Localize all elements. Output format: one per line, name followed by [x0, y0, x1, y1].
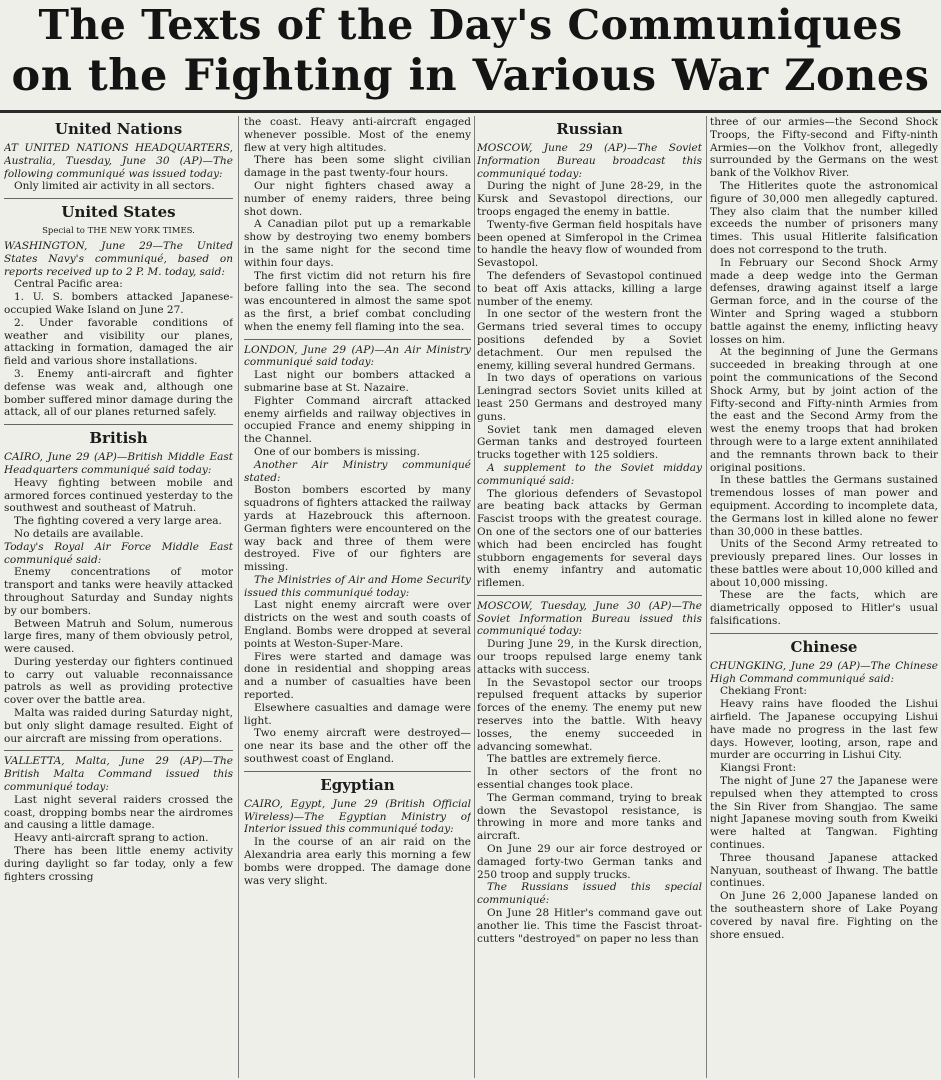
paragraph: 1. U. S. bombers attacked Japanese-occupied Wake Island on June 27. — [4, 291, 233, 316]
paragraph: During the night of June 28-29, in the Kursk and Sevastopol directions, our troops engaged the enemy in battle. — [477, 180, 702, 218]
paragraph: 3. Enemy anti-aircraft and fighter defense was weak and, although one bomber suffered minor damage during the attack, all of our planes returned safely. — [4, 367, 233, 419]
paragraph: No details are available. — [14, 527, 144, 540]
section-rule — [4, 198, 233, 199]
dateline: VALLETTA, Malta, June 29 (AP)—The British Malta Command issued this communiqué today: — [4, 755, 233, 794]
dateline: CAIRO, Egypt, June 29 (British Official Wireless)—The Egyptian Ministry of Interior issued this communiqué today: — [244, 797, 471, 836]
dateline: A supplement to the Soviet midday communiqué said: — [477, 461, 702, 487]
section-title-chinese: Chinese — [790, 637, 858, 656]
paragraph: At the beginning of June the Germans succeeded in breaking through at one point the communications of the Second Shock Army, but by joint action of the Fifty-second and Fifty-ninth Armies from the east and the Second Army from the west the enemy troops that had broken through were to a large extent annihilated and the remnants thrown back to their original positions. — [710, 346, 938, 474]
dateline: CHUNGKING, June 29 (AP)—The Chinese High Command communiqué said: — [710, 659, 938, 685]
paragraph: In the Sevastopol sector our troops repulsed frequent attacks by superior forces of the enemy. The enemy put new reserves into the battle. With heavy losses, the enemy succeeded in advancing somewhat. — [477, 676, 702, 753]
section-title-russian: Russian — [556, 120, 623, 138]
dateline: Today's Royal Air Force Middle East communiqué said: — [4, 540, 233, 566]
dateline: WASHINGTON, June 29—The United States Navy's communiqué, based on reports received up to 2 P. M. today, said: — [4, 239, 233, 278]
paragraph: Soviet tank men damaged eleven German tanks and destroyed fourteen trucks together with 125 soldiers. — [477, 423, 702, 462]
paragraph: 2. Under favorable conditions of weather and visibility our planes, attacking in formation, damaged the air field and various shore installations. — [4, 316, 233, 368]
paragraph: The first victim did not return his fire before falling into the sea. The second was encountered in almost the same spot as the first, a brief combat concluding when the enemy fell flaming into the sea. — [244, 269, 471, 333]
paragraph: The fighting covered a very large area. — [14, 515, 222, 528]
section-title-british: British — [89, 429, 148, 448]
dateline: The Ministries of Air and Home Security issued this communiqué today: — [244, 573, 471, 599]
column-divider — [238, 116, 239, 1078]
paragraph: On June 29 our air force destroyed or damaged forty-two German tanks and 250 troop and supply trucks. — [477, 843, 702, 881]
headline — [0, 0, 941, 110]
paragraph: Heavy fighting between mobile and armored forces continued yesterday to the southwest and southeast of Matruh. — [4, 476, 233, 515]
section-rule — [477, 595, 702, 596]
section-rule — [244, 339, 471, 340]
paragraph: the coast. Heavy anti-aircraft engaged whenever possible. Most of the enemy flew at very high altitudes. — [244, 116, 471, 154]
paragraph: In these battles the Germans sustained tremendous losses of man power and equipment. According to incomplete data, the Germans lost in killed alone no fewer than 30,000 in these battles. — [710, 474, 938, 538]
paragraph: There has been little enemy activity during daylight so far today, only a few fighters crossing — [4, 845, 233, 883]
column-3 — [477, 116, 702, 1078]
section-rule — [244, 771, 471, 772]
dateline: LONDON, June 29 (AP)—An Air Ministry communiqué said today: — [244, 343, 471, 369]
paragraph: Three thousand Japanese attacked Nanyuan, southeast of Ihwang. The battle continues. — [710, 851, 938, 890]
paragraph: Last night enemy aircraft were over districts on the west and south coasts of England. Bombs were dropped at several points at Weston-Super-Mare. — [244, 599, 471, 650]
paragraph: Elsewhere casualties and damage were light. — [244, 701, 471, 727]
paragraph: Only limited air activity in all sectors. — [14, 180, 215, 193]
section-title-united-states: United States — [61, 203, 176, 222]
special-credit: Special to THE NEW YORK TIMES. — [42, 226, 195, 237]
paragraph: The night of June 27 the Japanese were repulsed when they attempted to cross the Sin River from Shangjao. The same night Japanese moving south from Kweiki were halted at Tangwan. Fighting continues. — [710, 775, 938, 852]
paragraph: These are the facts, which are diametrically opposed to Hitler's usual falsifications. — [710, 589, 938, 628]
paragraph: Two enemy aircraft were destroyed—one near its base and the other off the southwest coast of England. — [244, 727, 471, 766]
paragraph: Fighter Command aircraft attacked enemy airfields and railway objectives in occupied France and enemy shipping in the Channel. — [244, 394, 471, 446]
dateline: CAIRO, June 29 (AP)—British Middle East Headquarters communiqué said today: — [4, 451, 233, 476]
paragraph: Chekiang Front: — [720, 685, 807, 698]
headline-rule — [0, 110, 941, 113]
paragraph: On June 28 Hitler's command gave out another lie. This time the Fascist throat-cutters "destroyed" on paper no less than — [477, 907, 702, 945]
paragraph: Enemy concentrations of motor transport and tanks were heavily attacked throughout Saturday and Sunday nights by our bombers. — [4, 566, 233, 617]
section-rule — [710, 633, 938, 634]
paragraph: three of our armies—the Second Shock Troops, the Fifty-second and Fifty-ninth Armies—on the Volkhov front, allegedly surrounded by the Germans on the west bank of the Volkhov River. — [710, 116, 938, 180]
paragraph: Units of the Second Army retreated to previously prepared lines. Our losses in these battles were about 10,000 killed and about 10,000 missing. — [710, 538, 938, 589]
paragraph: Heavy anti-aircraft sprang to action. — [14, 832, 209, 845]
column-4 — [710, 116, 938, 1078]
paragraph: Malta was raided during Saturday night, but only slight damage resulted. Eight of our aircraft are missing from operations. — [4, 707, 233, 745]
paragraph: The defenders of Sevastopol continued to beat off Axis attacks, killing a large number of the enemy. — [477, 269, 702, 308]
column-divider — [706, 116, 707, 1078]
column-2 — [244, 116, 471, 1078]
paragraph: Twenty-five German field hospitals have been opened at Simferopol in the Crimea to handle the heavy flow of wounded from Sevastopol. — [477, 218, 702, 270]
headline-line-2: on the Fighting in Various War Zones — [11, 51, 930, 101]
paragraph: In one sector of the western front the Germans tried several times to occupy positions defended by a Soviet detachment. Our men repulsed the enemy, killing several hundred Germans. — [477, 308, 702, 372]
paragraph: The Hitlerites quote the astronomical figure of 30,000 men allegedly captured. They also claim that the number killed exceeds the number of prisoners many times. This usual Hitlerite falsification does not correspond to the truth. — [710, 179, 938, 256]
paragraph: In February our Second Shock Army made a deep wedge into the German defenses, drawing against itself a large German force, and in the course of the Winter and Spring waged a stubborn battle against the enemy, inflicting heavy losses on him. — [710, 256, 938, 346]
paragraph: The battles are extremely fierce. — [487, 753, 661, 766]
paragraph: On June 26 2,000 Japanese landed on the southeastern shore of Lake Poyang covered by naval fire. Fighting on the shore ensued. — [710, 890, 938, 941]
paragraph: Kiangsi Front: — [720, 762, 797, 775]
section-title-egyptian: Egyptian — [320, 775, 395, 794]
paragraph: The glorious defenders of Sevastopol are beating back attacks by German Fascist troops with the greatest courage. On one of the sectors one of our batteries which had been encircled has fought stubborn engagements for several days with enemy infantry and automatic riflemen. — [477, 487, 702, 590]
section-rule — [4, 424, 233, 425]
paragraph: Boston bombers escorted by many squadrons of fighters attacked the railway yards at Hazebrouck this afternoon. German fighters were encountered on the way back and three of them were destroyed. Five of our fighters are missing. — [244, 484, 471, 574]
paragraph: The German command, trying to break down the Sevastopol resistance, is throwing in more and more tanks and aircraft. — [477, 791, 702, 843]
paragraph: Our night fighters chased away a number of enemy raiders, three being shot down. — [244, 179, 471, 218]
paragraph: In other sectors of the front no essential changes took place. — [477, 766, 702, 792]
paragraph: Central Pacific area: — [14, 278, 123, 291]
dateline: MOSCOW, June 29 (AP)—The Soviet Information Bureau broadcast this communiqué today: — [477, 142, 702, 180]
paragraph: During yesterday our fighters continued to carry out valuable reconnaissance patrols as well as providing protective cover over the battle area. — [4, 655, 233, 707]
paragraph: In the course of an air raid on the Alexandria area early this morning a few bombs were dropped. The damage done was very slight. — [244, 836, 471, 887]
headline-line-1: The Texts of the Day's Communiques — [38, 1, 903, 49]
dateline: AT UNITED NATIONS HEADQUARTERS, Australia, Tuesday, June 30 (AP)—The following communiqué was issued today: — [4, 142, 233, 180]
dateline: The Russians issued this special communiqué: — [477, 881, 702, 907]
paragraph: A Canadian pilot put up a remarkable show by destroying two enemy bombers in the same night for the second time within four days. — [244, 218, 471, 269]
paragraph: Heavy rains have flooded the Lishui airfield. The Japanese occupying Lishui have made no progress in the last few days. However, looting, arson, rape and murder are occurring in Lishui City. — [710, 698, 938, 762]
paragraph: Last night our bombers attacked a submarine base at St. Nazaire. — [244, 369, 471, 394]
paragraph: Last night several raiders crossed the coast, dropping bombs near the airdromes and causing a little damage. — [4, 793, 233, 832]
section-title-united-nations: United Nations — [54, 120, 183, 138]
dateline: MOSCOW, Tuesday, June 30 (AP)—The Soviet Information Bureau issued this communiqué today: — [477, 599, 702, 638]
paragraph: In two days of operations on various Leningrad sectors Soviet units killed at least 250 Germans and destroyed many guns. — [477, 372, 702, 423]
paragraph: Fires were started and damage was done in residential and shopping areas and a number of casualties have been reported. — [244, 650, 471, 702]
paragraph: During June 29, in the Kursk direction, our troops repulsed large enemy tank attacks with success. — [477, 638, 702, 676]
paragraph: One of our bombers is missing. — [254, 445, 420, 458]
paragraph: There has been some slight civilian damage in the past twenty-four hours. — [244, 154, 471, 180]
column-divider — [474, 116, 475, 1078]
dateline: Another Air Ministry communiqué stated: — [244, 458, 471, 484]
section-rule — [4, 750, 233, 751]
paragraph: Between Matruh and Solum, numerous large fires, many of them obviously petrol, were caused. — [4, 617, 233, 656]
column-1 — [4, 116, 233, 1078]
